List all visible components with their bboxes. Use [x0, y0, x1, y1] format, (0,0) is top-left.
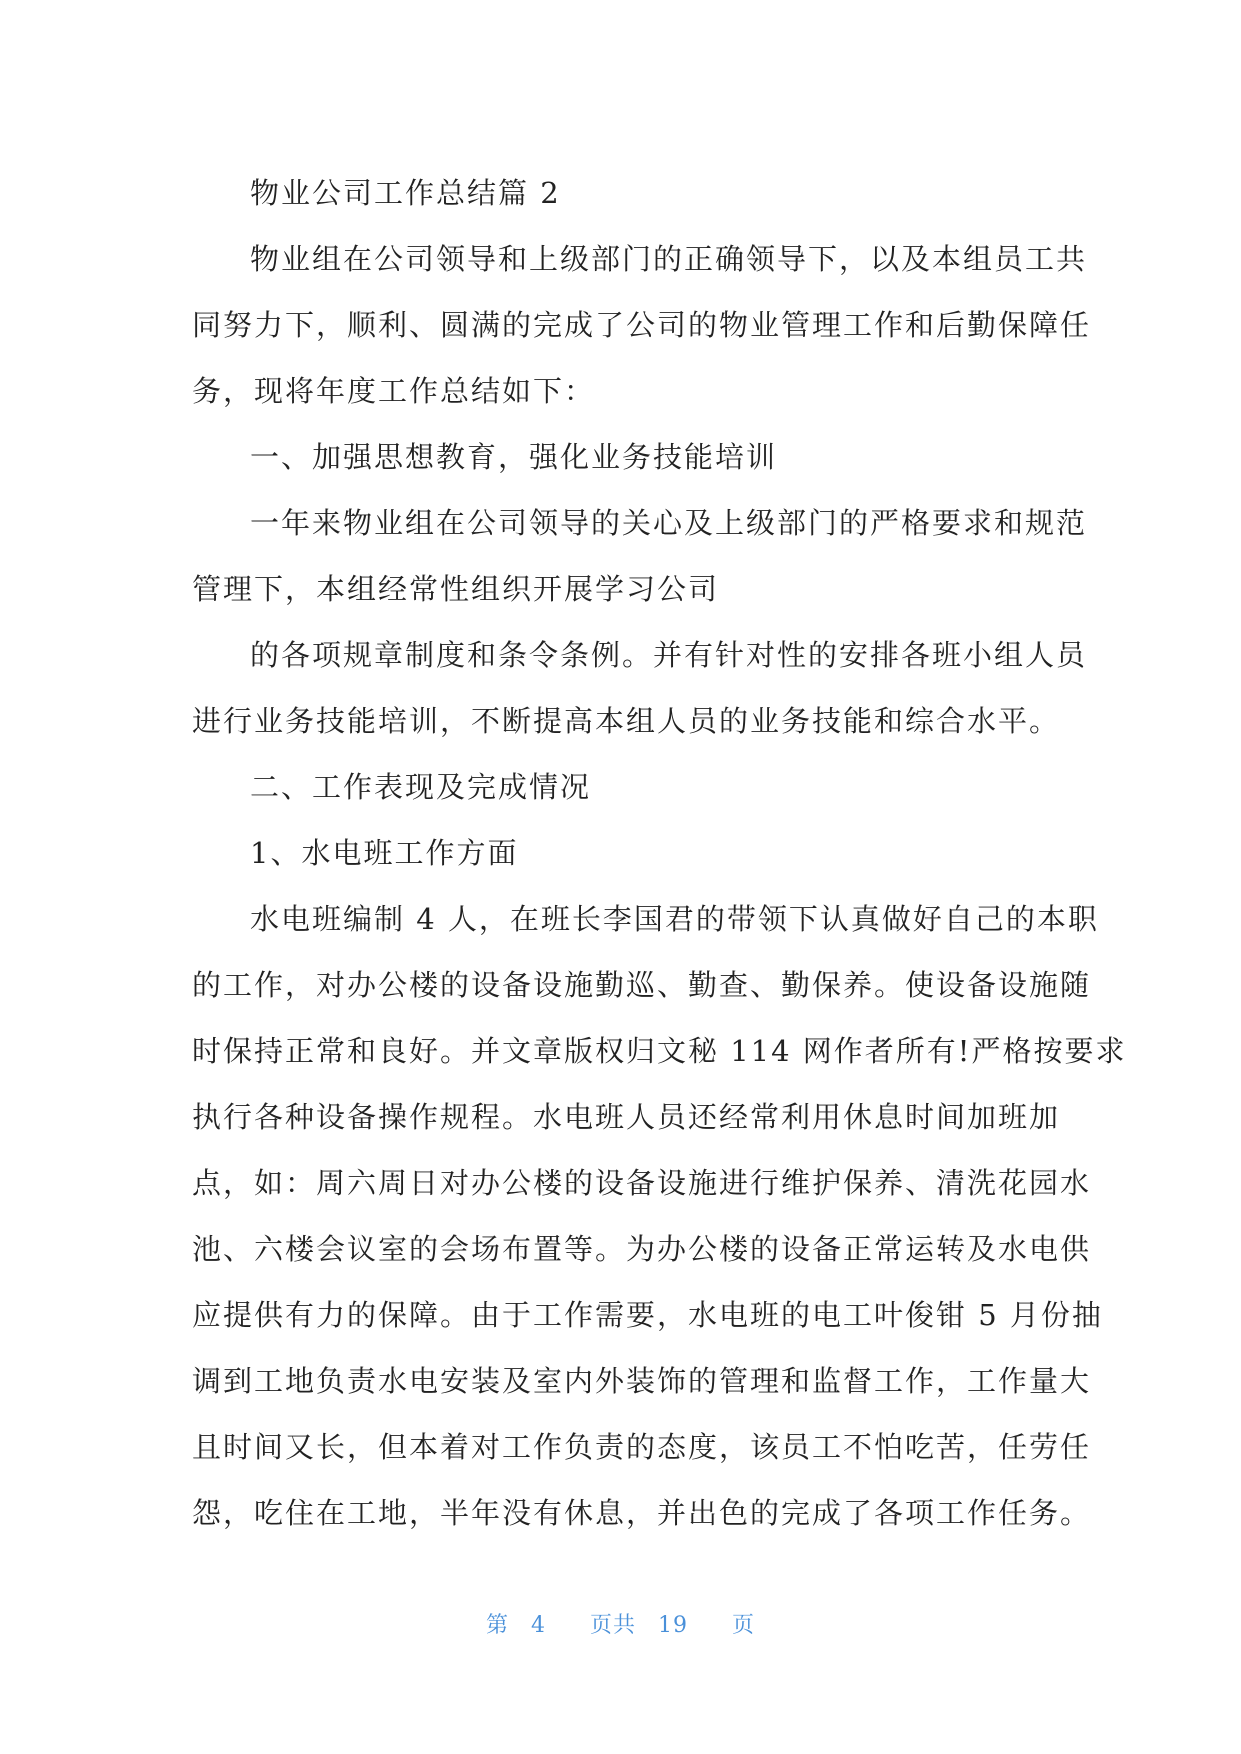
paragraph-line: 管理下，本组经常性组织开展学习公司	[192, 572, 720, 606]
page-footer	[0, 1608, 1241, 1639]
paragraph-line: 执行各种设备操作规程。水电班人员还经常利用休息时间加班加	[192, 1100, 1061, 1134]
paragraph-line: 时保持正常和良好。并文章版权归文秘 114 网作者所有!严格按要求	[192, 1034, 1127, 1068]
paragraph-line: 怨，吃住在工地，半年没有休息，并出色的完成了各项工作任务。	[192, 1496, 1092, 1530]
paragraph-line: 务，现将年度工作总结如下：	[192, 374, 596, 408]
section-heading: 一、加强思想教育，强化业务技能培训	[250, 440, 778, 474]
paragraph-line: 的各项规章制度和条令条例。并有针对性的安排各班小组人员	[250, 638, 1088, 672]
paragraph-line: 物业组在公司领导和上级部门的正确领导下，以及本组员工共	[250, 242, 1088, 276]
paragraph-line: 一年来物业组在公司领导的关心及上级部门的严格要求和规范	[250, 506, 1088, 540]
current-page-number: 4	[530, 1613, 546, 1638]
section-heading: 二、工作表现及完成情况	[250, 770, 592, 804]
footer-middle: 页共	[589, 1613, 636, 1638]
paragraph-line: 池、六楼会议室的会场布置等。为办公楼的设备正常运转及水电供	[192, 1232, 1092, 1266]
footer-suffix: 页	[732, 1613, 756, 1638]
paragraph-line: 进行业务技能培训，不断提高本组人员的业务技能和综合水平。	[192, 704, 1061, 738]
paragraph-line: 的工作，对办公楼的设备设施勤巡、勤查、勤保养。使设备设施随	[192, 968, 1092, 1002]
paragraph-line: 水电班编制 4 人，在班长李国君的带领下认真做好自己的本职	[250, 902, 1099, 936]
paragraph-line: 应提供有力的保障。由于工作需要，水电班的电工叶俊钳 5 月份抽	[192, 1298, 1103, 1332]
document-title: 物业公司工作总结篇 2	[250, 176, 561, 210]
paragraph-line: 同努力下，顺利、圆满的完成了公司的物业管理工作和后勤保障任	[192, 308, 1092, 342]
total-pages-number: 19	[658, 1613, 688, 1638]
paragraph-line: 且时间又长，但本着对工作负责的态度，该员工不怕吃苦，任劳任	[192, 1430, 1092, 1464]
footer-prefix: 第	[485, 1613, 509, 1638]
subsection-heading: 1、水电班工作方面	[250, 836, 519, 870]
document-body	[192, 160, 1127, 1546]
paragraph-line: 调到工地负责水电安装及室内外装饰的管理和监督工作，工作量大	[192, 1364, 1092, 1398]
paragraph-line: 点，如：周六周日对办公楼的设备设施进行维护保养、清洗花园水	[192, 1166, 1092, 1200]
